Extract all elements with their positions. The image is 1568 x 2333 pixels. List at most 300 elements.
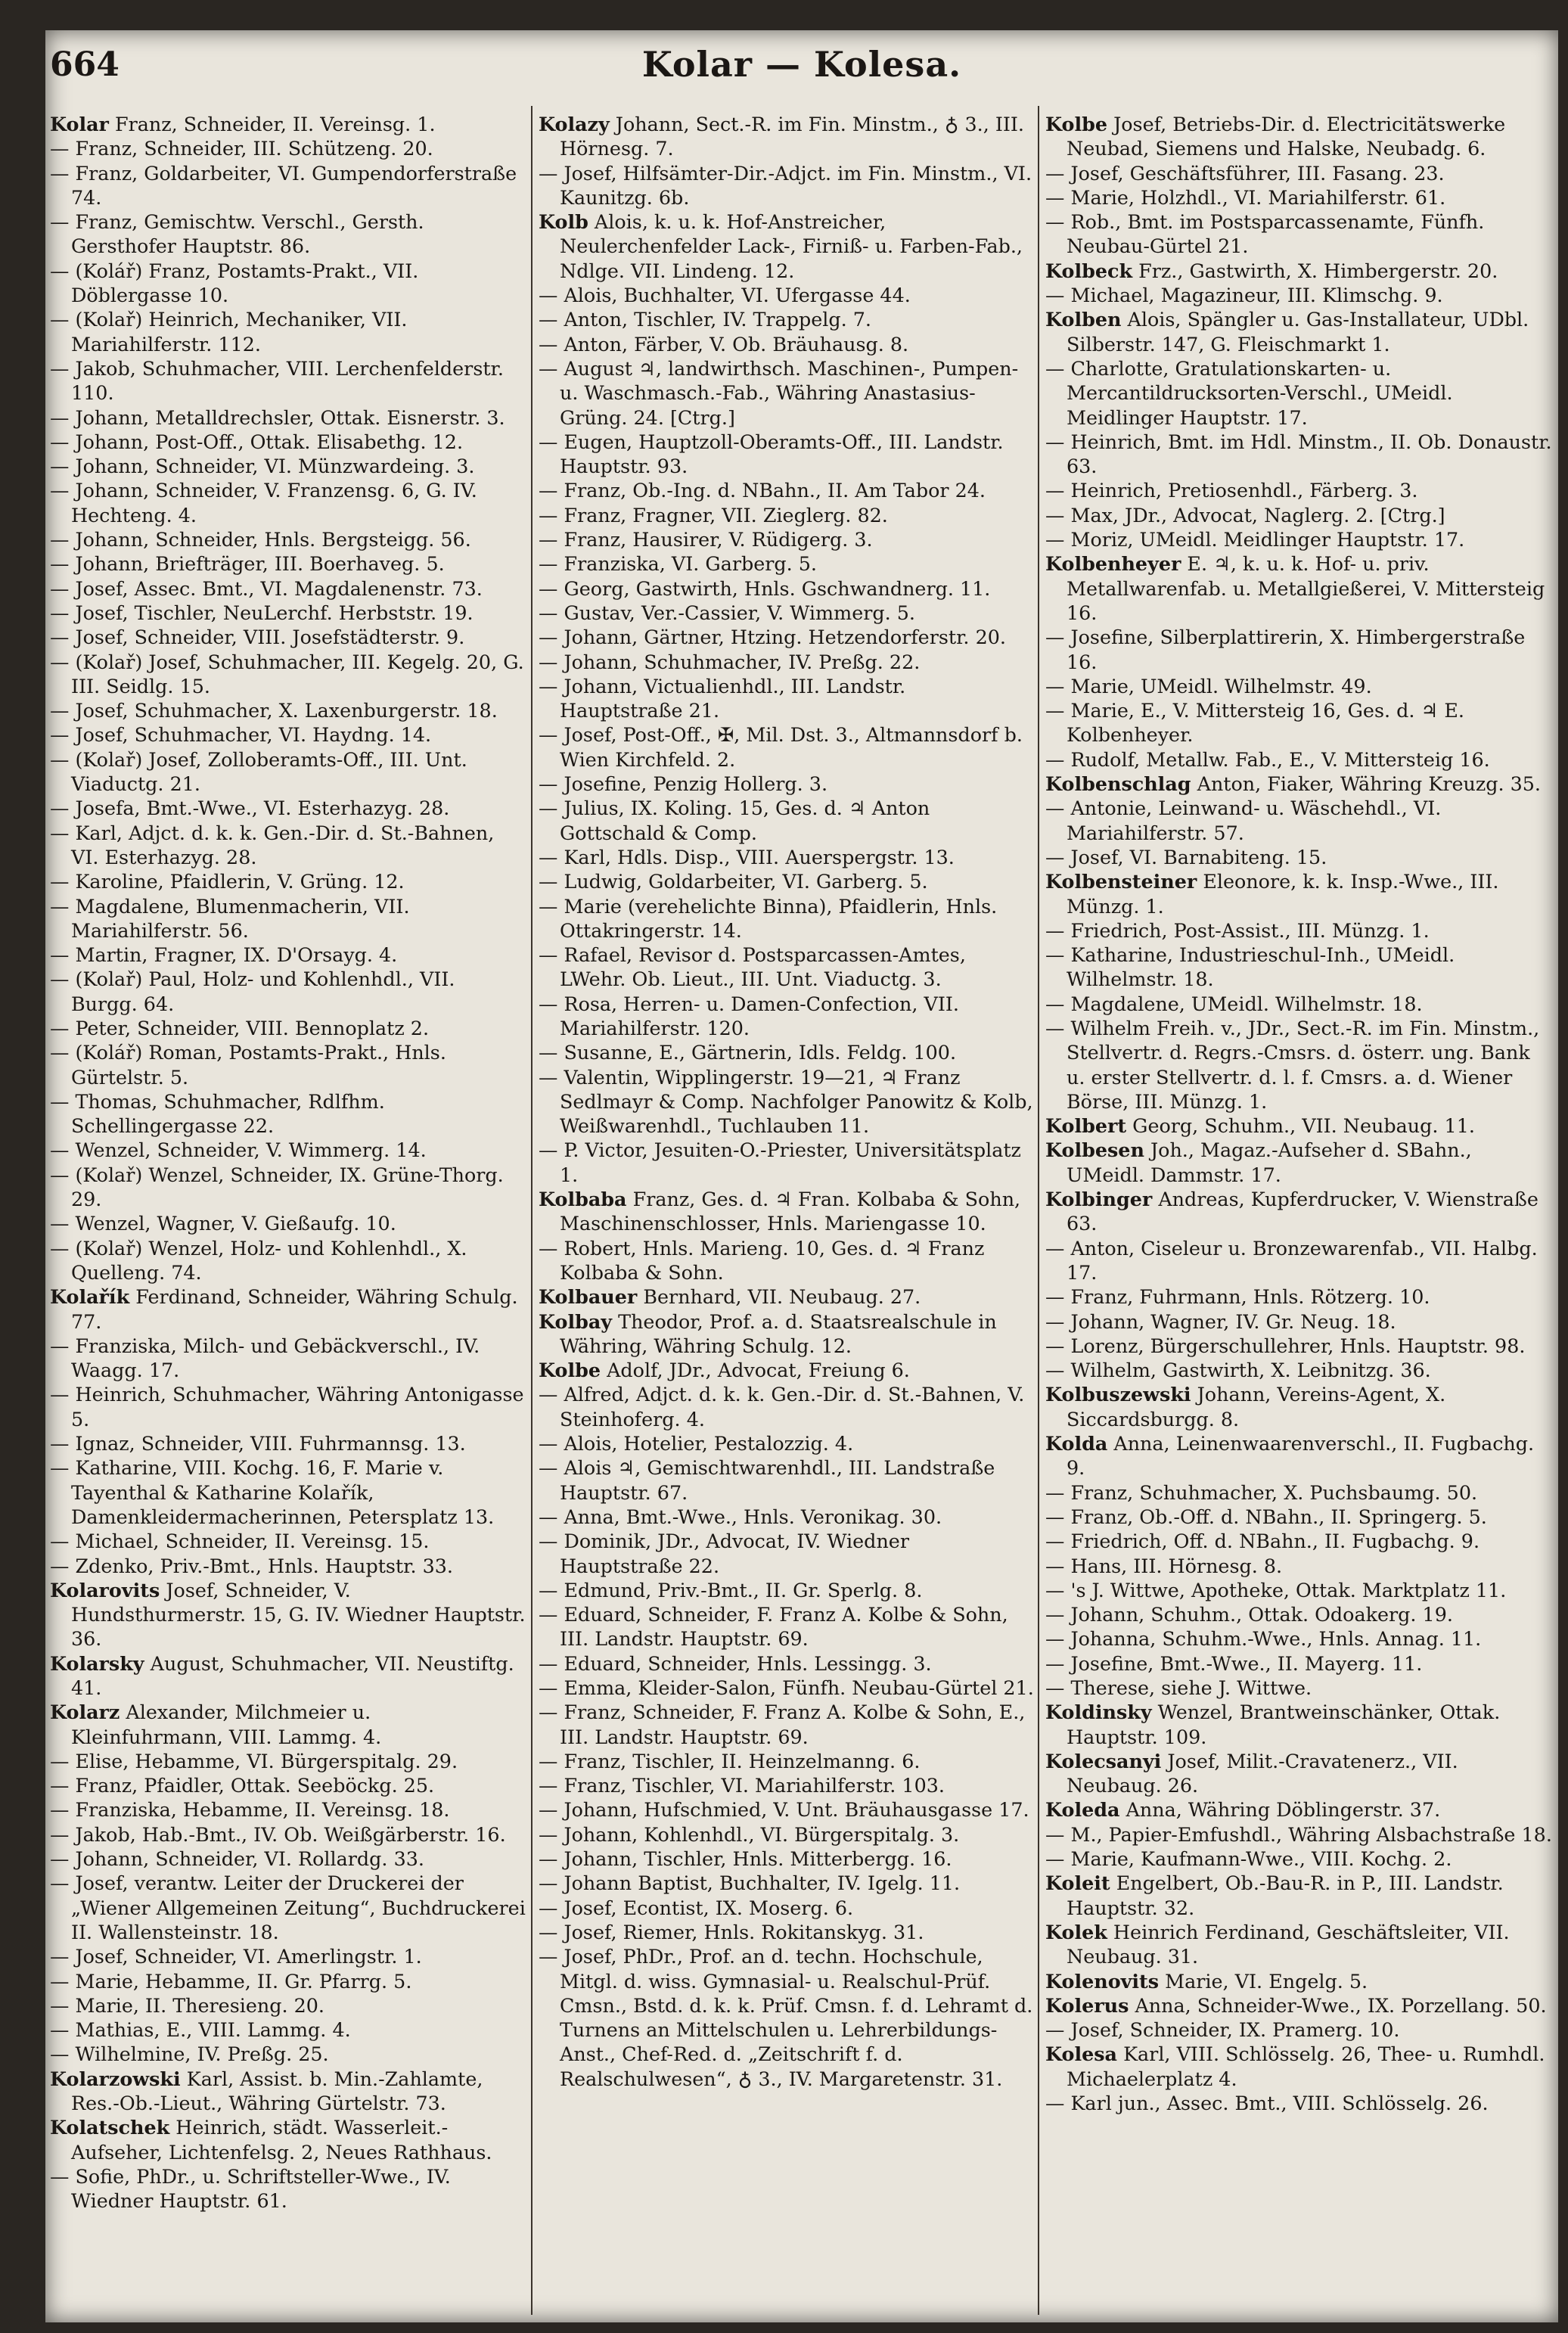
directory-entry <box>50 894 526 943</box>
entry-text: — Rudolf, Metallw. Fab., E., V. Mittersteig 16. <box>1045 747 1490 771</box>
entry-text: — August ♃, landwirthsch. Maschinen-, Pumpen- u. Waschmasch.-Fab., Währing Anastasius-Grüng. 24. [Ctrg.] <box>539 356 1019 429</box>
headword: Kolb <box>539 210 588 234</box>
headword: Kolbuszewski <box>1045 1383 1191 1406</box>
directory-entry <box>1045 2018 1552 2042</box>
directory-entry <box>1045 1382 1552 1431</box>
entry-text: — Wilhelm, Gastwirth, X. Leibnitzg. 36. <box>1045 1359 1431 1382</box>
directory-entry <box>539 551 1034 576</box>
directory-entry <box>50 478 526 527</box>
entry-text: — Karl, Hdls. Disp., VIII. Auerspergstr. 13. <box>539 845 955 868</box>
column-3 <box>1045 112 1552 2313</box>
entry-text: — Franz, Ob.-Off. d. NBahn., II. Springerg. 5. <box>1045 1505 1487 1528</box>
entry-text: — (Kolař) Heinrich, Mechaniker, VII. Mariahilferstr. 112. <box>50 308 408 356</box>
entry-text: — Charlotte, Gratulationskarten- u. Mercantildrucksorten-Verschl., UMeidl. Meidlinger Hauptstr. 17. <box>1045 356 1453 429</box>
directory-entry <box>1045 1358 1552 1382</box>
entry-text: Anna, Schneider-Wwe., IX. Porzellang. 50. <box>1129 1993 1547 2017</box>
directory-entry <box>50 747 526 797</box>
entry-text: Karl, VIII. Schlösselg. 26, Thee- u. Rumhdl. Michaelerplatz 4. <box>1067 2043 1545 2090</box>
entry-text: — Robert, Hnls. Marieng. 10, Ges. d. ♃ Franz Kolbaba & Sohn. <box>539 1236 985 1284</box>
directory-entry <box>1045 1114 1552 1138</box>
directory-entry <box>539 1187 1034 1236</box>
entry-text: — Josefine, Bmt.-Wwe., II. Mayerg. 11. <box>1045 1651 1423 1675</box>
directory-entry <box>539 430 1034 479</box>
directory-entry <box>50 112 526 136</box>
directory-entry <box>1045 772 1552 796</box>
headword: Kolecsanyi <box>1045 1749 1162 1772</box>
headword: Kolatschek <box>50 2116 170 2139</box>
directory-entry <box>1045 1309 1552 1334</box>
directory-entry <box>1045 112 1552 161</box>
directory-entry <box>1045 2091 1552 2115</box>
directory-entry <box>539 478 1034 502</box>
entry-text: — Mathias, E., VIII. Lammg. 4. <box>50 2018 351 2042</box>
directory-entry <box>1045 1969 1552 1993</box>
directory-entry <box>539 161 1034 210</box>
entry-text: — Josefa, Bmt.-Wwe., VI. Esterhazyg. 28. <box>50 797 450 820</box>
directory-entry <box>50 1431 526 1455</box>
entry-text: — Heinrich, Pretiosenhdl., Färberg. 3. <box>1045 479 1418 502</box>
directory-entry <box>50 454 526 478</box>
entry-text: — Josef, Econtist, IX. Moserg. 6. <box>539 1896 854 1919</box>
headword: Kolbenschlag <box>1045 772 1191 796</box>
directory-entry <box>539 1700 1034 1749</box>
entry-text: — (Kolař) Wenzel, Schneider, IX. Grüne-Thorg. 29. <box>50 1163 504 1211</box>
directory-entry <box>539 1797 1034 1822</box>
directory-entry <box>539 1309 1034 1359</box>
headword: Kolben <box>1045 308 1122 331</box>
entry-text: — Josef, Post-Off., ✠, Mil. Dst. 3., Altmannsdorf b. Wien Kirchfeld. 2. <box>539 723 1023 771</box>
headword: Koleda <box>1045 1798 1120 1822</box>
directory-entry <box>1045 1749 1552 1798</box>
directory-entry <box>50 527 526 551</box>
columns <box>45 112 1558 2313</box>
entry-text: — Alois, Buchhalter, VI. Ufergasse 44. <box>539 284 911 307</box>
entry-text: — Eduard, Schneider, Hnls. Lessingg. 3. <box>539 1651 932 1675</box>
directory-entry <box>539 356 1034 430</box>
directory-entry <box>1045 845 1552 869</box>
entry-text: — Dominik, JDr., Advocat, IV. Wiedner Hauptstraße 22. <box>539 1530 909 1577</box>
headword: Kolek <box>1045 1920 1107 1943</box>
entry-text: Georg, Schuhm., VII. Neubaug. 11. <box>1126 1114 1475 1138</box>
directory-entry <box>50 2067 526 2116</box>
directory-entry <box>539 1944 1034 2091</box>
directory-entry <box>50 430 526 454</box>
entry-text: — Franz, Schneider, III. Schützeng. 20. <box>50 137 433 160</box>
entry-text: — Jakob, Schuhmacher, VIII. Lerchenfelderstr. 110. <box>50 356 504 405</box>
directory-entry <box>50 698 526 722</box>
directory-entry <box>539 527 1034 551</box>
entry-text: — Josef, PhDr., Prof. an d. techn. Hochschule, Mitgl. d. wiss. Gymnasial- u. Realschul-Prüf. Cmsn., Bstd. d. k. k. Prüf. Cmsn. f. d. Lehramt d. Turnens an Mittelschulen u. Lehrerbildungs-Anst., Chef-Red. d. „Zeitschrift f. d. Realschulwesen“, ♁ 3., IV. Margaretenstr. 31. <box>539 1945 1033 2090</box>
entry-text: — Marie (verehelichte Binna), Pfaidlerin, Hnls. Ottakringerstr. 14. <box>539 894 998 942</box>
directory-entry <box>539 1455 1034 1505</box>
directory-entry <box>539 1529 1034 1578</box>
directory-entry <box>539 722 1034 772</box>
entry-text: — Franz, Tischler, VI. Mariahilferstr. 103. <box>539 1774 945 1797</box>
directory-entry <box>539 332 1034 356</box>
entry-text: — Johann, Schuhm., Ottak. Odoakerg. 19. <box>1045 1603 1453 1626</box>
entry-text: — Wenzel, Schneider, V. Wimmerg. 14. <box>50 1139 427 1162</box>
entry-text: Wenzel, Brantweinschänker, Ottak. Hauptstr. 109. <box>1067 1701 1501 1748</box>
page-number: 664 <box>50 45 120 84</box>
entry-text: — Josef, Assec. Bmt., VI. Magdalenenstr. 73. <box>50 576 483 600</box>
headword: Kolar <box>50 113 109 135</box>
entry-text: — 's J. Wittwe, Apotheke, Ottak. Marktplatz 11. <box>1045 1578 1507 1601</box>
entry-text: — Elise, Hebamme, VI. Bürgerspitalg. 29. <box>50 1749 458 1772</box>
entry-text: — Johann, Briefträger, III. Boerhaveg. 5. <box>50 552 445 576</box>
directory-entry <box>539 1236 1034 1285</box>
directory-entry <box>50 2164 526 2213</box>
headword: Kolenovits <box>1045 1969 1160 1993</box>
directory-entry <box>539 1065 1034 1139</box>
directory-entry <box>539 1578 1034 1602</box>
entry-text: — Johann, Post-Off., Ottak. Elisabethg. 12. <box>50 430 464 453</box>
entry-text: — Wenzel, Wagner, V. Gießaufg. 10. <box>50 1212 396 1235</box>
directory-entry <box>539 1505 1034 1529</box>
directory-entry <box>539 1602 1034 1651</box>
entry-text: — Johanna, Schuhm.-Wwe., Hnls. Annag. 11. <box>1045 1627 1482 1651</box>
entry-text: — Josef, Riemer, Hnls. Rokitanskyg. 31. <box>539 1920 924 1943</box>
directory-entry <box>50 2115 526 2164</box>
headword: Kolbert <box>1045 1114 1127 1138</box>
entry-text: — Heinrich, Schuhmacher, Währing Antonigasse 5. <box>50 1383 524 1431</box>
directory-entry <box>50 1040 526 1089</box>
entry-text: — Wilhelmine, IV. Preßg. 25. <box>50 2043 329 2066</box>
headword: Kolarovits <box>50 1578 160 1601</box>
directory-entry <box>1045 1334 1552 1358</box>
entry-text: — Susanne, E., Gärtnerin, Idls. Feldg. 100. <box>539 1041 957 1064</box>
entry-text: — Johann, Metalldrechsler, Ottak. Eisnerstr. 3. <box>50 405 505 429</box>
entry-text: — Josef, VI. Barnabiteng. 15. <box>1045 845 1327 868</box>
directory-entry <box>539 307 1034 331</box>
running-head: Kolar — Kolesa. <box>641 44 962 85</box>
directory-entry <box>1045 356 1552 430</box>
entry-text: — Georg, Gastwirth, Hnls. Gschwandnerg. 11. <box>539 576 991 600</box>
entry-text: — Josef, Schneider, VI. Amerlingstr. 1. <box>50 1945 422 1968</box>
entry-text: — Gustav, Ver.-Cassier, V. Wimmerg. 5. <box>539 601 915 624</box>
directory-entry <box>50 1554 526 1578</box>
directory-entry <box>50 1969 526 1993</box>
headword: Koleit <box>1045 1872 1110 1895</box>
entry-text: — Franziska, Milch- und Gebäckverschl., IV. Waagg. 17. <box>50 1334 480 1382</box>
directory-entry <box>50 1211 526 1235</box>
directory-entry <box>1045 869 1552 918</box>
entry-text: Joh., Magaz.-Aufseher d. SBahn., UMeidl. Dammstr. 17. <box>1067 1139 1472 1186</box>
directory-entry <box>1045 1480 1552 1505</box>
directory-entry <box>539 1358 1034 1382</box>
entry-text: — Marie, II. Theresieng. 20. <box>50 1993 325 2017</box>
directory-entry <box>1045 1797 1552 1822</box>
directory-entry <box>539 1920 1034 1944</box>
entry-text: — Martin, Fragner, IX. D'Orsayg. 4. <box>50 943 398 967</box>
entry-text: — Franz, Schneider, F. Franz A. Kolbe & Sohn, E., III. Landstr. Hauptstr. 69. <box>539 1701 1026 1748</box>
directory-entry <box>1045 1847 1552 1871</box>
entry-text: — Franziska, Hebamme, II. Vereinsg. 18. <box>50 1798 450 1822</box>
entry-text: — Josef, Hilfsämter-Dir.-Adjct. im Fin. Minstm., VI. Kaunitzg. 6b. <box>539 161 1032 209</box>
entry-text: — Wilhelm Freih. v., JDr., Sect.-R. im Fin. Minstm., Stellvertr. d. Regrs.-Cmsrs. d. österr. ung. Bank u. erster Stellvertr. d. l. f. Cmsrs. a. d. Wiener Börse, III. Münzg. 1. <box>1045 1016 1540 1113</box>
entry-text: August, Schuhmacher, VII. Neustiftg. 41. <box>71 1651 514 1699</box>
entry-text: — Johann, Victualienhdl., III. Landstr. Hauptstraße 21. <box>539 674 906 722</box>
directory-entry <box>50 2042 526 2066</box>
entry-text: Engelbert, Ob.-Bau-R. in P., III. Landstr. Hauptstr. 32. <box>1067 1872 1504 1919</box>
entry-text: — Therese, siehe J. Wittwe. <box>1045 1676 1312 1699</box>
entry-text: Johann, Sect.-R. im Fin. Minstm., ♁ 3., III. Hörnesg. 7. <box>560 113 1024 160</box>
directory-entry <box>50 1138 526 1162</box>
directory-entry <box>50 869 526 893</box>
directory-entry <box>1045 1187 1552 1236</box>
entry-text: — Franz, Hausirer, V. Rüdigerg. 3. <box>539 528 873 551</box>
entry-text: — Franz, Goldarbeiter, VI. Gumpendorferstraße 74. <box>50 161 517 209</box>
directory-entry <box>539 1676 1034 1700</box>
entry-text: — Marie, E., V. Mittersteig 16, Ges. d. ♃ E. Kolbenheyer. <box>1045 699 1464 747</box>
column-1 <box>50 112 526 2313</box>
entry-text: — Katharine, VIII. Kochg. 16, F. Marie v. Tayenthal & Katharine Kolařík, Damenkleidermacherinnen, Petersplatz 13. <box>50 1456 495 1528</box>
directory-entry <box>50 405 526 430</box>
directory-entry <box>50 259 526 308</box>
directory-entry <box>1045 1138 1552 1187</box>
entry-text: — Edmund, Priv.-Bmt., II. Gr. Sperlg. 8. <box>539 1578 923 1601</box>
headword: Kolbeck <box>1045 259 1133 282</box>
entry-text: Theodor, Prof. a. d. Staatsrealschule in Währing, Währing Schulg. 12. <box>560 1309 997 1357</box>
directory-entry <box>1045 1529 1552 1553</box>
entry-text: — Valentin, Wipplingerstr. 19—21, ♃ Franz Sedlmayr & Comp. Nachfolger Panowitz & Kolb, Weißwarenhdl., Tuchlauben 11. <box>539 1065 1033 1138</box>
entry-text: Ferdinand, Schneider, Währing Schulg. 77. <box>71 1285 518 1333</box>
entry-text: — Alfred, Adjct. d. k. k. Gen.-Dir. d. St.-Bahnen, V. Steinhoferg. 4. <box>539 1383 1025 1431</box>
entry-text: — Josef, Schneider, IX. Pramerg. 10. <box>1045 2018 1400 2042</box>
entry-text: Marie, VI. Engelg. 5. <box>1159 1969 1368 1993</box>
entry-text: — Franz, Fuhrmann, Hnls. Rötzerg. 10. <box>1045 1285 1430 1309</box>
entry-text: — M., Papier-Emfushdl., Währing Alsbachstraße 18. <box>1045 1822 1552 1846</box>
directory-entry <box>539 845 1034 869</box>
directory-entry <box>50 1236 526 1285</box>
headword: Kolbe <box>539 1359 601 1382</box>
directory-entry <box>50 967 526 1016</box>
directory-entry <box>50 551 526 576</box>
entry-text: — Johann, Gärtner, Htzing. Hetzendorferstr. 20. <box>539 626 1006 649</box>
entry-text: — Zdenko, Priv.-Bmt., Hnls. Hauptstr. 33. <box>50 1554 454 1577</box>
entry-text: — Franz, Schuhmacher, X. Puchsbaumg. 50. <box>1045 1480 1478 1504</box>
directory-entry <box>1045 1920 1552 1969</box>
directory-entry <box>1045 1431 1552 1480</box>
directory-entry <box>539 1285 1034 1309</box>
directory-entry <box>539 625 1034 649</box>
directory-entry <box>539 796 1034 845</box>
entry-text: — Josef, Geschäftsführer, III. Fasang. 23. <box>1045 161 1445 185</box>
entry-text: Eleonore, k. k. Insp.-Wwe., III. Münzg. 1. <box>1067 870 1499 918</box>
directory-entry <box>1045 185 1552 210</box>
directory-entry <box>1045 307 1552 356</box>
entry-text: — Johann, Schneider, Hnls. Bergsteigg. 56. <box>50 528 471 551</box>
entry-text: — Johann, Hufschmied, V. Unt. Bräuhausgasse 17. <box>539 1798 1029 1822</box>
directory-entry <box>50 1529 526 1553</box>
entry-text: — Johann, Kohlenhdl., VI. Bürgerspitalg. 3. <box>539 1822 960 1846</box>
entry-text: — Ludwig, Goldarbeiter, VI. Garberg. 5. <box>539 870 928 893</box>
directory-entry <box>50 1773 526 1797</box>
entry-text: Heinrich, städt. Wasserleit.-Aufseher, Lichtenfelsg. 2, Neues Rathhaus. <box>71 2116 492 2164</box>
entry-text: — Josef, Schneider, VIII. Josefstädterstr. 9. <box>50 626 465 649</box>
entry-text: — Johann Baptist, Buchhalter, IV. Igelg. 11. <box>539 1872 961 1895</box>
headword: Kolazy <box>539 113 610 135</box>
entry-text: — Alois ♃, Gemischtwarenhdl., III. Landstraße Hauptstr. 67. <box>539 1456 995 1504</box>
entry-text: — Anton, Tischler, IV. Trappelg. 7. <box>539 308 871 331</box>
directory-entry <box>539 1749 1034 1773</box>
entry-text: — Thomas, Schuhmacher, Rdlfhm. Schellingergasse 22. <box>50 1089 385 1138</box>
directory-entry <box>539 210 1034 283</box>
entry-text: — Friedrich, Post-Assist., III. Münzg. 1. <box>1045 918 1430 942</box>
directory-entry <box>1045 1700 1552 1749</box>
entry-text: — Jakob, Hab.-Bmt., IV. Ob. Weißgärberstr. 16. <box>50 1822 506 1846</box>
entry-text: E. ♃, k. u. k. Hof- u. priv. Metallwarenfab. u. Metallgießerei, V. Mittersteig 16. <box>1067 552 1545 624</box>
directory-entry <box>539 1040 1034 1064</box>
entry-text: — Franz, Gemischtw. Verschl., Gersth. Gersthofer Hauptstr. 86. <box>50 210 424 258</box>
entry-text: — Johann, Tischler, Hnls. Mitterbergg. 16. <box>539 1847 952 1871</box>
entry-text: — (Kolař) Paul, Holz- und Kohlenhdl., VII. Burgg. 64. <box>50 968 455 1015</box>
directory-entry <box>539 1773 1034 1797</box>
directory-entry <box>1045 161 1552 185</box>
entry-text: Alois, k. u. k. Hof-Anstreicher, Neulerchenfelder Lack-, Firniß- u. Farben-Fab., Ndlge. VII. Lindeng. 12. <box>560 210 1023 282</box>
directory-entry <box>1045 1822 1552 1847</box>
headword: Kolbay <box>539 1309 613 1333</box>
directory-entry <box>50 1089 526 1139</box>
entry-text: Anna, Leinenwaarenverschl., II. Fugbachg. 9. <box>1067 1432 1535 1480</box>
directory-entry <box>539 650 1034 674</box>
directory-entry <box>50 136 526 160</box>
directory-entry <box>50 210 526 259</box>
entry-text: — Anton, Ciseleur u. Bronzewarenfab., VII. Halbg. 17. <box>1045 1236 1538 1284</box>
entry-text: — Johann, Schneider, VI. Münzwardeing. 3. <box>50 455 475 478</box>
directory-entry <box>539 1896 1034 1920</box>
directory-entry <box>539 283 1034 307</box>
entry-text: — Magdalene, Blumenmacherin, VII. Mariahilferstr. 56. <box>50 894 410 942</box>
entry-text: — Franz, Tischler, II. Heinzelmanng. 6. <box>539 1749 921 1772</box>
directory-entry <box>50 1382 526 1431</box>
directory-entry <box>50 1847 526 1871</box>
directory-entry <box>1045 527 1552 551</box>
directory-entry <box>539 943 1034 992</box>
directory-entry <box>539 674 1034 723</box>
directory-entry <box>539 869 1034 893</box>
directory-entry <box>539 1138 1034 1187</box>
entry-text: — (Kolař) Wenzel, Holz- und Kohlenhdl., X. Quelleng. 74. <box>50 1236 467 1284</box>
entry-text: Heinrich Ferdinand, Geschäftsleiter, VII. Neubaug. 31. <box>1067 1920 1510 1968</box>
entry-text: Josef, Betriebs-Dir. d. Electricitätswerke Neubad, Siemens und Halske, Neubadg. 6. <box>1067 113 1506 160</box>
entry-text: — (Kolař) Josef, Schuhmacher, III. Kegelg. 20, G. III. Seidlg. 15. <box>50 650 524 697</box>
entry-text: — Eduard, Schneider, F. Franz A. Kolbe & Sohn, III. Landstr. Hauptstr. 69. <box>539 1603 1008 1651</box>
directory-entry <box>539 1651 1034 1676</box>
entry-text: Anton, Fiaker, Währing Kreuzg. 35. <box>1191 772 1542 796</box>
entry-text: Andreas, Kupferdrucker, V. Wienstraße 63. <box>1067 1188 1539 1235</box>
directory-entry <box>1045 1651 1552 1676</box>
directory-entry <box>50 625 526 649</box>
directory-entry <box>1045 674 1552 698</box>
directory-entry <box>50 1797 526 1822</box>
entry-text: Franz, Schneider, II. Vereinsg. 1. <box>108 113 436 135</box>
entry-text: — Max, JDr., Advocat, Naglerg. 2. [Ctrg.] <box>1045 503 1445 527</box>
directory-entry <box>1045 796 1552 845</box>
directory-entry <box>50 1944 526 1968</box>
directory-entry <box>1045 625 1552 674</box>
directory-entry <box>50 161 526 210</box>
directory-entry <box>50 1993 526 2018</box>
headword: Kolarz <box>50 1701 120 1724</box>
headword: Kolbauer <box>539 1285 638 1309</box>
directory-entry <box>539 1822 1034 1847</box>
entry-text: — Peter, Schneider, VIII. Bennoplatz 2. <box>50 1016 430 1039</box>
directory-entry <box>539 1431 1034 1455</box>
entry-text: — Karl jun., Assec. Bmt., VIII. Schlösselg. 26. <box>1045 2092 1489 2115</box>
entry-text: — Rosa, Herren- u. Damen-Confection, VII. Mariahilferstr. 120. <box>539 992 959 1039</box>
directory-entry <box>50 1016 526 1040</box>
entry-text: — Rafael, Revisor d. Postsparcassen-Amtes, LWehr. Ob. Lieut., III. Unt. Viaductg. 3. <box>539 943 966 991</box>
entry-text: — Antonie, Leinwand- u. Wäschehdl., VI. Mariahilferstr. 57. <box>1045 797 1442 844</box>
entry-text: — Franz, Fragner, VII. Zieglerg. 82. <box>539 503 888 527</box>
directory-entry <box>1045 1578 1552 1602</box>
entry-text: — Josefine, Penzig Hollerg. 3. <box>539 772 828 796</box>
entry-text: — Emma, Kleider-Salon, Fünfh. Neubau-Gürtel 21. <box>539 1676 1034 1699</box>
directory-entry <box>1045 1871 1552 1920</box>
directory-entry <box>50 1822 526 1847</box>
entry-text: Karl, Assist. b. Min.-Zahlamte, Res.-Ob.-Lieut., Währing Gürtelstr. 73. <box>71 2067 483 2115</box>
entry-text: — Sofie, PhDr., u. Schriftsteller-Wwe., IV. Wiedner Hauptstr. 61. <box>50 2164 451 2213</box>
entry-text: — Anna, Bmt.-Wwe., Hnls. Veronikag. 30. <box>539 1505 942 1528</box>
entry-text: — Karoline, Pfaidlerin, V. Grüng. 12. <box>50 870 405 893</box>
directory-entry <box>1045 478 1552 502</box>
directory-entry <box>539 1847 1034 1871</box>
directory-page <box>45 30 1558 2322</box>
directory-entry <box>50 1700 526 1749</box>
entry-text: — Johann, Schneider, V. Franzensg. 6, G. IV. Hechteng. 4. <box>50 479 477 527</box>
directory-entry <box>1045 1505 1552 1529</box>
headword: Kolda <box>1045 1432 1108 1455</box>
entry-text: — Michael, Magazineur, III. Klimschg. 9. <box>1045 284 1443 307</box>
directory-entry <box>50 1749 526 1773</box>
entry-text: Josef, Schneider, V. Hundsthurmerstr. 15, G. IV. Wiedner Hauptstr. 36. <box>71 1578 526 1651</box>
directory-entry <box>50 307 526 356</box>
directory-entry <box>50 356 526 405</box>
directory-entry <box>50 943 526 967</box>
directory-entry <box>539 1871 1034 1895</box>
entry-text: — Marie, Hebamme, II. Gr. Pfarrg. 5. <box>50 1969 412 1993</box>
directory-entry <box>1045 1602 1552 1626</box>
directory-entry <box>50 1871 526 1944</box>
headword: Kolbaba <box>539 1188 627 1211</box>
directory-entry <box>1045 503 1552 527</box>
directory-entry <box>50 1578 526 1651</box>
entry-text: — Franziska, VI. Garberg. 5. <box>539 552 818 576</box>
directory-entry <box>50 1334 526 1383</box>
directory-entry <box>50 576 526 601</box>
entry-text: — Hans, III. Hörnesg. 8. <box>1045 1554 1283 1577</box>
directory-entry <box>50 601 526 625</box>
entry-text: — Marie, UMeidl. Wilhelmstr. 49. <box>1045 674 1372 697</box>
entry-text: — Rob., Bmt. im Postsparcassenamte, Fünfh. Neubau-Gürtel 21. <box>1045 210 1485 258</box>
entry-text: — Franz, Pfaidler, Ottak. Seeböckg. 25. <box>50 1774 435 1797</box>
entry-text: — Josef, Schuhmacher, VI. Haydng. 14. <box>50 723 432 747</box>
entry-text: Josef, Milit.-Cravatenerz., VII. Neubaug. 26. <box>1067 1749 1458 1797</box>
entry-text: — Josef, Tischler, NeuLerchf. Herbststr. 19. <box>50 601 474 624</box>
column-2 <box>539 112 1034 2313</box>
entry-text: — Josef, verantw. Leiter der Druckerei der „Wiener Allgemeinen Zeitung“, Buchdruckerei II. Wallensteinstr. 18. <box>50 1872 526 1943</box>
entry-text: — Josefine, Silberplattirerin, X. Himbergerstraße 16. <box>1045 626 1526 673</box>
directory-entry <box>1045 259 1552 283</box>
entry-text: — Michael, Schneider, II. Vereinsg. 15. <box>50 1530 430 1553</box>
entry-text: Adolf, JDr., Advocat, Freiung 6. <box>601 1359 910 1382</box>
headword: Kolarsky <box>50 1651 144 1675</box>
headword: Kolarzowski <box>50 2067 181 2090</box>
entry-text: — Alois, Hotelier, Pestalozzig. 4. <box>539 1432 854 1455</box>
entry-text: — Moriz, UMeidl. Meidlinger Hauptstr. 17. <box>1045 528 1465 551</box>
entry-text: — (Kolář) Roman, Postamts-Prakt., Hnls. Gürtelstr. 5. <box>50 1041 446 1089</box>
directory-entry <box>539 992 1034 1041</box>
